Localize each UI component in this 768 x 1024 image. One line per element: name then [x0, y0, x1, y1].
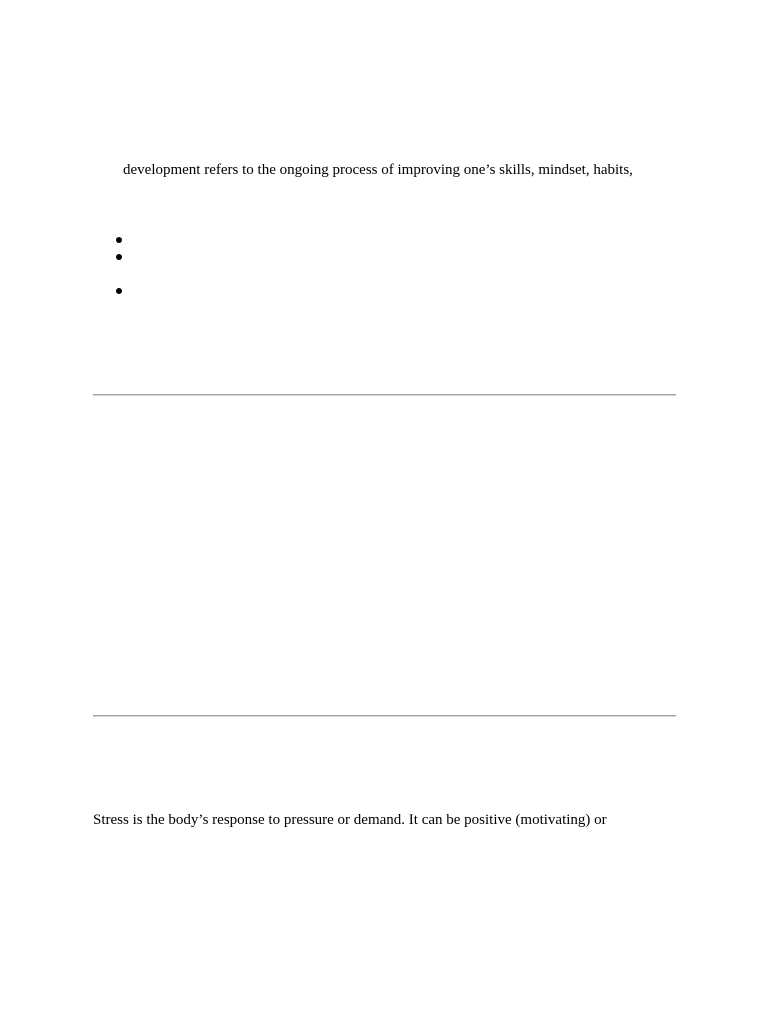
list-bullet — [116, 237, 122, 243]
stress-paragraph-fragment: Stress is the body’s response to pressure or demand. It can be positive (motivating) or — [93, 812, 607, 828]
section-divider — [93, 394, 676, 396]
list-bullet — [116, 254, 122, 260]
list-bullet — [116, 288, 122, 294]
intro-paragraph-fragment: development refers to the ongoing process of improving one’s skills, mindset, habits, — [123, 162, 633, 178]
section-divider — [93, 715, 676, 717]
